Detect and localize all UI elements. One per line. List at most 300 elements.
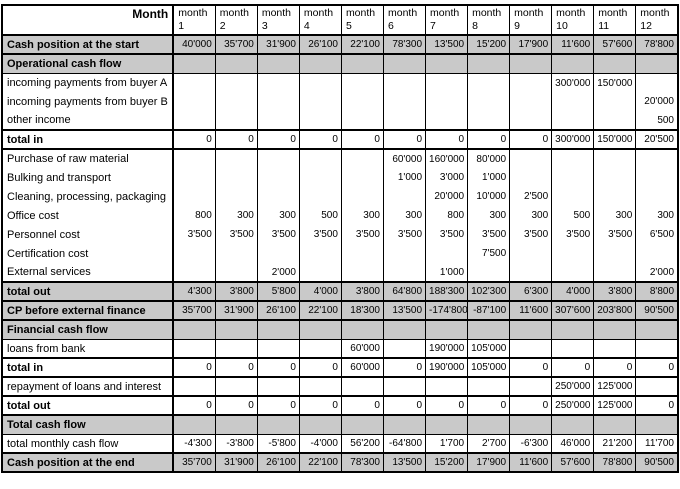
column-header-month-3: month 3 [257, 5, 299, 35]
cell: 20'500 [636, 130, 678, 149]
cell: 3'500 [215, 225, 257, 244]
cell [468, 54, 510, 73]
cell: 300 [215, 206, 257, 225]
table-row [2, 453, 678, 472]
cell [341, 149, 383, 168]
cell [510, 111, 552, 130]
cell [173, 149, 215, 168]
cell [636, 320, 678, 339]
cell [552, 187, 594, 206]
cell: 5'800 [257, 282, 299, 301]
cell: 0 [173, 358, 215, 377]
column-header-month-11: month 11 [594, 5, 636, 35]
cell: 11'600 [510, 301, 552, 320]
cell: 307'600 [552, 301, 594, 320]
cell: 20'000 [426, 187, 468, 206]
cell: 7'500 [468, 244, 510, 263]
cell: 17'900 [468, 453, 510, 472]
cell [552, 415, 594, 434]
cell: -4'000 [299, 434, 341, 453]
cell: 22'100 [299, 453, 341, 472]
cell: 60'000 [383, 149, 425, 168]
cell: 0 [299, 396, 341, 415]
row-label: total monthly cash flow [2, 434, 173, 453]
cell [257, 73, 299, 92]
cell [383, 54, 425, 73]
cell: -64'800 [383, 434, 425, 453]
cell [173, 111, 215, 130]
cell [426, 111, 468, 130]
cell: 0 [257, 358, 299, 377]
cell: 800 [173, 206, 215, 225]
cell: 11'600 [552, 35, 594, 54]
cell [594, 320, 636, 339]
table-row [2, 244, 678, 263]
cell [594, 263, 636, 282]
cell [426, 73, 468, 92]
row-label: total in [2, 130, 173, 149]
cell [510, 149, 552, 168]
cell [383, 263, 425, 282]
cell [468, 111, 510, 130]
cell [257, 149, 299, 168]
cell: 0 [510, 358, 552, 377]
table-row [2, 187, 678, 206]
cell [383, 377, 425, 396]
cell: 0 [636, 358, 678, 377]
cell: 13'500 [383, 301, 425, 320]
cell: 0 [510, 130, 552, 149]
cell: 300 [383, 206, 425, 225]
table-row [2, 282, 678, 301]
cell: -174'800 [426, 301, 468, 320]
cell: 26'100 [299, 35, 341, 54]
cell: 10'000 [468, 187, 510, 206]
cell: 80'000 [468, 149, 510, 168]
cell [173, 339, 215, 358]
cell: 0 [299, 130, 341, 149]
cell: 15'200 [468, 35, 510, 54]
cell [341, 111, 383, 130]
cell [468, 415, 510, 434]
cell [426, 415, 468, 434]
cell: 3'500 [341, 225, 383, 244]
column-header-month-7: month 7 [426, 5, 468, 35]
cell: 203'800 [594, 301, 636, 320]
table-row [2, 320, 678, 339]
cell [173, 73, 215, 92]
cell: 250'000 [552, 377, 594, 396]
cell: 0 [341, 396, 383, 415]
cell: 11'700 [636, 434, 678, 453]
cell: 0 [215, 358, 257, 377]
cell: 60'000 [341, 358, 383, 377]
cell [299, 187, 341, 206]
cell [173, 187, 215, 206]
cell: 3'500 [173, 225, 215, 244]
row-label: incoming payments from buyer A [7, 77, 168, 89]
cell [299, 263, 341, 282]
cell: 300 [468, 206, 510, 225]
column-header-month-1: month 1 [173, 5, 215, 35]
cell: 3'500 [257, 225, 299, 244]
cell: 4'000 [299, 282, 341, 301]
cell [173, 54, 215, 73]
cell [257, 111, 299, 130]
cell [594, 149, 636, 168]
cell [215, 92, 257, 111]
cell [510, 263, 552, 282]
cell [173, 377, 215, 396]
cell: 56'200 [341, 434, 383, 453]
cell [215, 73, 257, 92]
cell [383, 320, 425, 339]
cell: 0 [636, 396, 678, 415]
cell [468, 73, 510, 92]
cell: 0 [299, 358, 341, 377]
cell: 17'900 [510, 35, 552, 54]
cell [636, 415, 678, 434]
table-row [2, 225, 678, 244]
cell [257, 92, 299, 111]
cell [215, 377, 257, 396]
row-label: Purchase of raw material [7, 153, 129, 166]
cell: 57'600 [594, 35, 636, 54]
month-corner-header: Month [2, 5, 173, 35]
row-label: Cash position at the start [2, 35, 173, 54]
cell [173, 92, 215, 111]
cell [215, 415, 257, 434]
cell: 78'300 [383, 35, 425, 54]
row-label: External services [2, 263, 173, 282]
cell [299, 168, 341, 187]
cell: 125'000 [594, 377, 636, 396]
cell [594, 92, 636, 111]
row-label: Cleaning, processing, packaging [7, 190, 166, 203]
row-label: total out [2, 396, 173, 415]
cell [257, 415, 299, 434]
cell: 0 [215, 130, 257, 149]
cell [426, 92, 468, 111]
cell: 78'300 [341, 453, 383, 472]
cell: 46'000 [552, 434, 594, 453]
cell: 78'800 [636, 35, 678, 54]
cell [636, 168, 678, 187]
cell: 78'800 [594, 453, 636, 472]
cell [426, 54, 468, 73]
cell: 3'800 [594, 282, 636, 301]
cell [257, 187, 299, 206]
cell [341, 54, 383, 73]
cell: 1'000 [383, 168, 425, 187]
cell: 35'700 [173, 301, 215, 320]
cell: 800 [426, 206, 468, 225]
cell: 0 [468, 396, 510, 415]
cell: 22'100 [299, 301, 341, 320]
cell: 3'500 [383, 225, 425, 244]
cell: 35'700 [173, 453, 215, 472]
cell [636, 54, 678, 73]
cell: 90'500 [636, 453, 678, 472]
cell [257, 339, 299, 358]
cell: 26'100 [257, 301, 299, 320]
cell: 500 [636, 111, 678, 130]
column-header-month-5: month 5 [341, 5, 383, 35]
cell [341, 320, 383, 339]
cell [257, 320, 299, 339]
cell [299, 73, 341, 92]
cell [594, 244, 636, 263]
column-header-month-2: month 2 [215, 5, 257, 35]
table-row [2, 168, 678, 187]
cell [257, 54, 299, 73]
cell: 57'600 [552, 453, 594, 472]
cell [215, 320, 257, 339]
cell: 0 [426, 396, 468, 415]
cell [383, 73, 425, 92]
cell [468, 92, 510, 111]
cell [215, 244, 257, 263]
cell: 250'000 [552, 396, 594, 415]
cell: 0 [552, 358, 594, 377]
row-label: Total cash flow [2, 415, 173, 434]
cell [215, 149, 257, 168]
cell [299, 92, 341, 111]
row-label: Operational cash flow [2, 54, 173, 73]
cell [341, 263, 383, 282]
cell: 0 [257, 130, 299, 149]
cell [426, 377, 468, 396]
cell [299, 377, 341, 396]
cell [299, 415, 341, 434]
cashflow-table-header [2, 5, 678, 35]
table-row [2, 415, 678, 434]
cell [215, 263, 257, 282]
cell [383, 415, 425, 434]
cell [636, 149, 678, 168]
cell [257, 244, 299, 263]
cell: 0 [173, 130, 215, 149]
cell: 0 [257, 396, 299, 415]
cell: 21'200 [594, 434, 636, 453]
cell [341, 168, 383, 187]
cell [636, 244, 678, 263]
cell: 6'500 [636, 225, 678, 244]
cell: 0 [215, 396, 257, 415]
cell [341, 92, 383, 111]
cell [552, 320, 594, 339]
cell: 0 [594, 358, 636, 377]
cell [215, 187, 257, 206]
cell [510, 415, 552, 434]
cell: 64'800 [383, 282, 425, 301]
cell [299, 111, 341, 130]
cell [510, 339, 552, 358]
table-row [2, 339, 678, 358]
row-label: total out [2, 282, 173, 301]
cell: 4'000 [552, 282, 594, 301]
row-label: Financial cash flow [2, 320, 173, 339]
row-label: incoming payments from buyer B [7, 95, 168, 108]
cell: 300'000 [552, 130, 594, 149]
cell [215, 111, 257, 130]
header-row [2, 5, 678, 35]
cell: 13'500 [383, 453, 425, 472]
cell: 2'000 [636, 263, 678, 282]
cell [383, 187, 425, 206]
cell: 18'300 [341, 301, 383, 320]
cell [468, 320, 510, 339]
cell [594, 339, 636, 358]
column-header-month-6: month 6 [383, 5, 425, 35]
column-header-month-9: month 9 [510, 5, 552, 35]
table-row [2, 263, 678, 282]
cell [383, 339, 425, 358]
cell [257, 168, 299, 187]
cell [636, 377, 678, 396]
row-label: other income [2, 111, 173, 130]
cell: 3'500 [510, 225, 552, 244]
cell [299, 244, 341, 263]
cell [299, 320, 341, 339]
cell: 0 [383, 130, 425, 149]
cell: 0 [341, 130, 383, 149]
table-row [2, 35, 678, 54]
cell [341, 187, 383, 206]
cell: 3'000 [426, 168, 468, 187]
column-header-month-12: month 12 [636, 5, 678, 35]
cell: 90'500 [636, 301, 678, 320]
row-label: Office cost [7, 209, 59, 222]
cell [594, 168, 636, 187]
cell [215, 339, 257, 358]
cell: 300 [257, 206, 299, 225]
cell [552, 244, 594, 263]
cell [215, 168, 257, 187]
cell: 190'000 [426, 358, 468, 377]
cell: 40'000 [173, 35, 215, 54]
row-label: loans from bank [2, 339, 173, 358]
cell: 31'900 [215, 301, 257, 320]
row-label: Certification cost [7, 247, 89, 260]
cell: 0 [510, 396, 552, 415]
cell: 0 [426, 130, 468, 149]
cell: 1'700 [426, 434, 468, 453]
cell: 31'900 [215, 453, 257, 472]
cell [552, 263, 594, 282]
cell: -3'800 [215, 434, 257, 453]
cell: 4'300 [173, 282, 215, 301]
cell [552, 149, 594, 168]
cell [468, 263, 510, 282]
cell [510, 73, 552, 92]
row-label: CP before external finance [2, 301, 173, 320]
cell: 105'000 [468, 339, 510, 358]
cell [299, 339, 341, 358]
table-row [2, 206, 678, 225]
cell: 500 [299, 206, 341, 225]
cashflow-table [1, 4, 679, 473]
cell [173, 168, 215, 187]
cell: 15'200 [426, 453, 468, 472]
cell: 300 [341, 206, 383, 225]
cell: 150'000 [594, 130, 636, 149]
cell: 3'800 [341, 282, 383, 301]
cell: 0 [383, 396, 425, 415]
cell [173, 263, 215, 282]
cell: 6'300 [510, 282, 552, 301]
cell [468, 377, 510, 396]
cell: 3'500 [468, 225, 510, 244]
row-label: Personnel cost [7, 228, 80, 241]
cell: 300 [594, 206, 636, 225]
cell: 13'500 [426, 35, 468, 54]
cell [383, 111, 425, 130]
cell [552, 92, 594, 111]
cell: 150'000 [594, 73, 636, 92]
cell: 125'000 [594, 396, 636, 415]
cell: 3'500 [594, 225, 636, 244]
cell [510, 92, 552, 111]
cell: 2'700 [468, 434, 510, 453]
cell: 300'000 [552, 73, 594, 92]
cell [594, 187, 636, 206]
cell [426, 244, 468, 263]
table-row [2, 396, 678, 415]
table-row [2, 149, 678, 168]
table-row [2, 130, 678, 149]
cell: 35'700 [215, 35, 257, 54]
cell [215, 54, 257, 73]
cell: -87'100 [468, 301, 510, 320]
cell [173, 244, 215, 263]
cell [383, 244, 425, 263]
cell: 300 [510, 206, 552, 225]
cell: 8'800 [636, 282, 678, 301]
cell: 102'300 [468, 282, 510, 301]
cell [299, 54, 341, 73]
cell: 0 [468, 130, 510, 149]
cell: 500 [552, 206, 594, 225]
cell: -5'800 [257, 434, 299, 453]
cell [594, 54, 636, 73]
cell [552, 111, 594, 130]
cell [552, 168, 594, 187]
table-row [2, 73, 678, 92]
cell [426, 320, 468, 339]
table-row [2, 434, 678, 453]
cell: 1'000 [426, 263, 468, 282]
cell [594, 111, 636, 130]
cell: 160'000 [426, 149, 468, 168]
cell: 3'500 [426, 225, 468, 244]
cell: -6'300 [510, 434, 552, 453]
cell [341, 73, 383, 92]
table-row [2, 92, 678, 111]
cell: 60'000 [341, 339, 383, 358]
cell [299, 149, 341, 168]
cashflow-table-body [2, 35, 678, 472]
cell [173, 415, 215, 434]
cell [510, 54, 552, 73]
row-label: total in [2, 358, 173, 377]
cell [173, 320, 215, 339]
cell [636, 187, 678, 206]
cell [341, 244, 383, 263]
cell: -4'300 [173, 434, 215, 453]
column-header-month-4: month 4 [299, 5, 341, 35]
cell [341, 415, 383, 434]
